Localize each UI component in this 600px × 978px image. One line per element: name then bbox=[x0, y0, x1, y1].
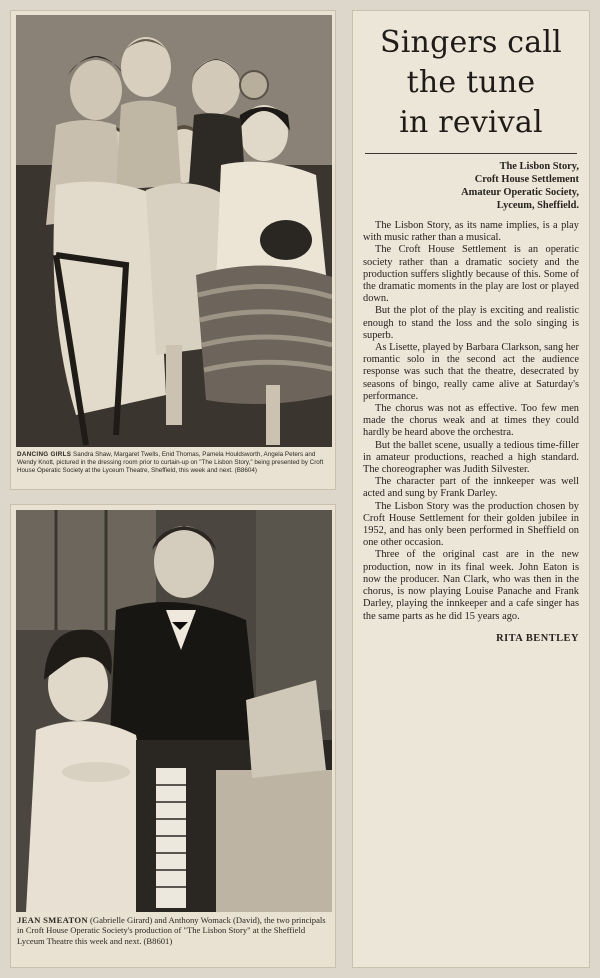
article-review bbox=[352, 10, 590, 968]
paragraph: The chorus was not as effective. Too few men made the chorus weak and at times they could hardly be heard above the orchestra. bbox=[363, 403, 579, 439]
author-byline: RITA BENTLEY bbox=[496, 632, 579, 644]
paragraph: The Croft House Settlement is an operatic society rather than a dramatic society and the production suffers slightly because of this. Some of the dramatic moments in the play are lost or played down. bbox=[363, 244, 579, 305]
headline bbox=[363, 23, 579, 143]
credit-line: The Lisbon Story, bbox=[499, 161, 579, 172]
paragraph: But the ballet scene, usually a tedious time-filler in amateur productions, reached a high standard. The choreographer was Judith Silvester. bbox=[363, 439, 579, 476]
credit-line: Lyceum, Sheffield. bbox=[496, 200, 579, 211]
photo-dancing-girls bbox=[16, 15, 332, 447]
paragraph: As Lisette, played by Barbara Clarkson, sang her romantic solo in the second act the audience response was such that the theatre, desecrated by seasons of bingo, really came alive at Saturday's performance. bbox=[363, 342, 580, 402]
clipping-dancing-girls bbox=[10, 10, 336, 490]
caption-body: (Gabrielle Girard) and Anthony Womack (David), the two principals in Croft House Operatic Society's production of "The Lisbon Story" at the Sheffield Lyceum Theatre this week and next. (B8601) bbox=[17, 915, 326, 946]
credit-line: Amateur Operatic Society, bbox=[461, 187, 579, 198]
article-body bbox=[363, 220, 579, 623]
caption-lead: JEAN SMEATON bbox=[17, 915, 88, 925]
paragraph: The character part of the innkeeper was well acted and sung by Frank Darley. bbox=[363, 476, 579, 500]
clipping-principals bbox=[10, 504, 336, 968]
paragraph: The Lisbon Story, as its name implies, is a play with music rather than a musical. bbox=[363, 220, 579, 244]
production-credits bbox=[363, 160, 579, 212]
divider bbox=[365, 153, 577, 154]
headline-line: the tune bbox=[406, 65, 536, 100]
caption-lead: DANCING GIRLS bbox=[17, 451, 72, 458]
headline-line: Singers call bbox=[380, 25, 562, 60]
caption-principals bbox=[17, 915, 331, 967]
paragraph: Three of the original cast are in the new production, now in its final week. John Eaton is now the producer. Nan Clark, who was then in the chorus, is now playing Louise Panache and Frank Darley, playing the innkeeper and a cafe singer has the same parts as he did 15 years ago. bbox=[363, 549, 579, 622]
paragraph: The Lisbon Story was the production chosen by Croft House Settlement for their golden jubilee in 1952, and has only been performed in Sheffield on one other occasion. bbox=[363, 500, 579, 549]
paragraph: But the plot of the play is exciting and realistic enough to stand the loss and the solo singing is superb. bbox=[363, 305, 579, 341]
credit-line: Croft House Settlement bbox=[474, 174, 579, 185]
headline-line: in revival bbox=[399, 105, 543, 140]
photo-principals-at-piano bbox=[16, 510, 332, 912]
caption-dancing-girls bbox=[17, 451, 331, 487]
caption-body: Sandra Shaw, Margaret Twells, Enid Thomas, Pamela Houldsworth, Angela Peters and Wendy Knott, pictured in the dressing room prior to curtain-up on "The Lisbon Story," being presented by Croft House Operatic Society at the Lyceum Theatre, Sheffield, this week and next. (B8604) bbox=[17, 451, 324, 474]
